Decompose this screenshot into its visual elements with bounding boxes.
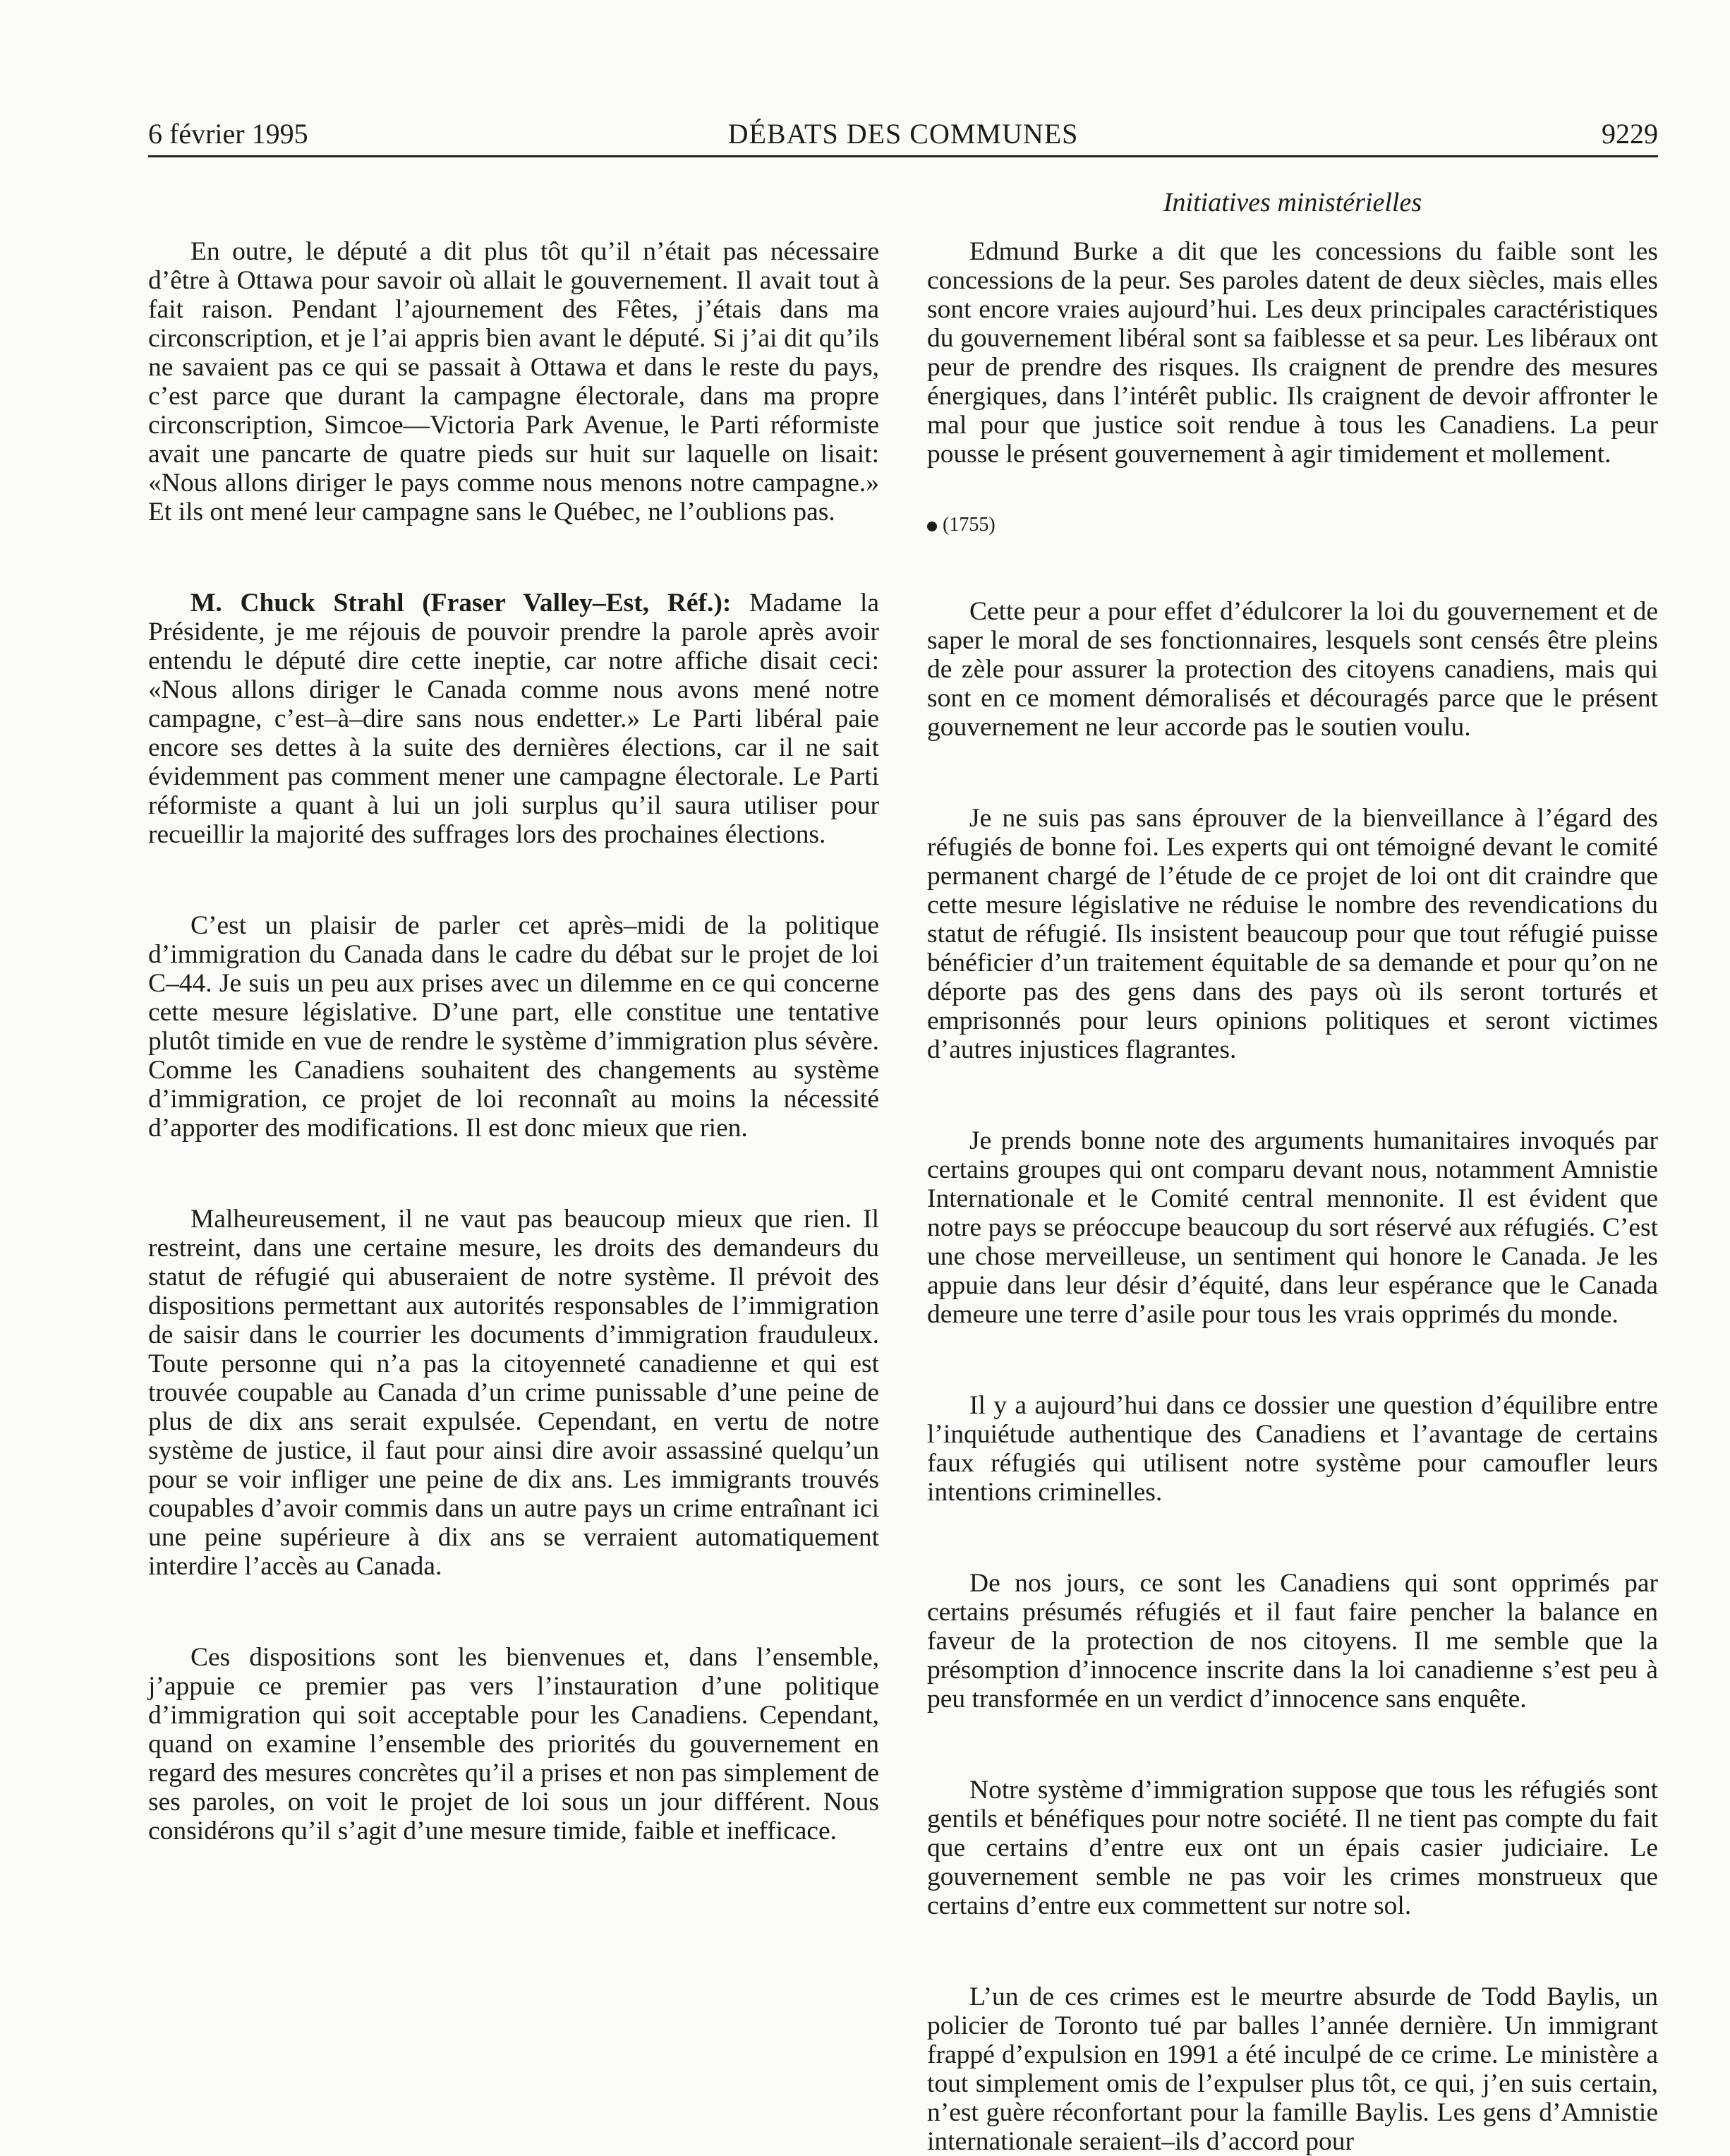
page-header	[148, 113, 1658, 158]
paragraph: Edmund Burke a dit que les concessions du faible sont les concessions de la peur. Ses paroles datent de deux siècles, mais elles sont encore vraies aujourd’hui. Les deux principales caractéristiques du gouvernement libéral sont sa faiblesse et sa peur. Les libéraux ont peur de prendre des risques. Ils craignent de prendre des mesures énergiques, dans l’intérêt public. Ils craignent de devoir affronter le mal pour que justice soit rendue à tous les Canadiens. La peur pousse le présent gouvernement à agir timidement et mollement.	[927, 237, 1658, 469]
paragraph: L’un de ces crimes est le meurtre absurde de Todd Baylis, un policier de Toronto tué par balles l’année dernière. Un immigrant frappé d’expulsion en 1991 a été inculpé de ce crime. Le ministère a tout simplement omis de l’expulser plus tôt, ce qui, j’en suis certain, n’est guère réconfortant pour la famille Baylis. Les gens d’Amnistie internationale seraient–ils d’accord pour	[927, 1982, 1658, 2156]
paragraph: Il y a aujourd’hui dans ce dossier une question d’équilibre entre l’inquiétude authentique des Canadiens et l’avantage de certains faux réfugiés qui utilisent notre système pour camoufler leurs intentions criminelles.	[927, 1391, 1658, 1507]
paragraph: De nos jours, ce sont les Canadiens qui sont opprimés par certains présumés réfugiés et il faut faire pencher la balance en faveur de la protection de nos citoyens. Il me semble que la présomption d’innocence inscrite dans la loi canadienne s’est peu à peu transformée en un verdict d’innocence sans enquête.	[927, 1569, 1658, 1714]
paragraph: Je prends bonne note des arguments humanitaires invoqués par certains groupes qui ont comparu devant nous, notamment Amnistie Internationale et le Comité central mennonite. Il est évident que notre pays se préoccupe beaucoup du sort réservé aux réfugiés. C’est une chose merveilleuse, un sentiment qui honore le Canada. Je les appuie dans leur désir d’équité, dans leur espérance que le Canada demeure une terre d’asile pour tous les vrais opprimés du monde.	[927, 1126, 1658, 1329]
time-marker-text: (1755)	[943, 514, 996, 536]
speech-paragraph	[148, 589, 879, 849]
speaker-name: M. Chuck Strahl (Fraser Valley–Est, Réf.):	[190, 589, 732, 618]
paragraph: C’est un plaisir de parler cet après–midi de la politique d’immigration du Canada dans le cadre du débat sur le projet de loi C–44. Je suis un peu aux prises avec un dilemme en ce qui concerne cette mesure législative. D’une part, elle constitue une tentative plutôt timide en vue de rendre le système d’immigration plus sévère. Comme les Canadiens souhaitent des changements au système d’immigration, ce projet de loi reconnaît au moins la nécessité d’apporter des modifications. Il est donc mieux que rien.	[148, 911, 879, 1143]
header-page-number: 9229	[1602, 118, 1658, 150]
header-rule	[148, 155, 1658, 157]
right-column	[927, 237, 1658, 2156]
speech-text: Madame la Présidente, je me réjouis de pouvoir prendre la parole après avoir entendu le député dire cette ineptie, car notre affiche disait ceci: «Nous allons diriger le Canada comme nous avons mené notre campagne, c’est–à–dire sans nous endetter.» Le Parti libéral paie encore ses dettes à la suite des dernières élections, car il ne sait évidemment pas comment mener une campagne électorale. Le Parti réformiste a quant à lui un joli surplus qu’il saura utiliser pour recueillir la majorité des suffrages lors des prochaines élections.	[148, 589, 880, 849]
paragraph: Cette peur a pour effet d’édulcorer la loi du gouvernement et de saper le moral de ses fonctionnaires, lesquels sont censés être pleins de zèle pour assurer la protection des citoyens canadiens, mais qui sont en ce moment démoralisés et découragés parce que le présent gouvernement ne leur accorde pas le soutien voulu.	[927, 597, 1658, 742]
time-marker	[927, 511, 1658, 539]
paragraph: Je ne suis pas sans éprouver de la bienveillance à l’égard des réfugiés de bonne foi. Les experts qui ont témoigné devant le comité permanent chargé de l’étude de ce projet de loi ont dit craindre que cette mesure législative ne réduise le nombre des revendications du statut de réfugié. Ils insistent beaucoup pour que tout réfugié puisse bénéficier d’un traitement équitable de sa demande et pour qu’on ne déporte pas des gens dans des pays où ils seront torturés et emprisonnés pour leurs opinions politiques et seront victimes d’autres injustices flagrantes.	[927, 804, 1658, 1064]
left-column	[148, 237, 879, 1845]
paragraph: En outre, le député a dit plus tôt qu’il n’était pas nécessaire d’être à Ottawa pour savoir où allait le gouvernement. Il avait tout à fait raison. Pendant l’ajournement des Fêtes, j’étais dans ma circonscription, et je l’ai appris bien avant le député. Si j’ai dit qu’ils ne savaient pas ce qui se passait à Ottawa et dans le reste du pays, c’est parce que durant la campagne électorale, dans ma propre circonscription, Simcoe—Victoria Park Avenue, le Parti réformiste avait une pancarte de quatre pieds sur huit sur laquelle on lisait: «Nous allons diriger le pays comme nous menons notre campagne.» Et ils ont mené leur campagne sans le Québec, ne l’oublions pas.	[148, 237, 879, 526]
paragraph: Notre système d’immigration suppose que tous les réfugiés sont gentils et bénéfiques pour notre société. Il ne tient pas compte du fait que certains d’entre eux ont un épais casier judiciaire. Le gouvernement semble ne pas voir les crimes monstrueux que certains d’entre eux commettent sur notre sol.	[927, 1776, 1658, 1920]
paragraph: Ces dispositions sont les bienvenues et, dans l’ensemble, j’appuie ce premier pas vers l’instauration d’une politique d’immigration qui soit acceptable pour les Canadiens. Cependant, quand on examine l’ensemble des priorités du gouvernement en regard des mesures concrètes qu’il a prises et non pas simplement de ses paroles, on voit le projet de loi sous un jour différent. Nous considérons qu’il s’agit d’une mesure timide, faible et inefficace.	[148, 1643, 879, 1845]
paragraph: Malheureusement, il ne vaut pas beaucoup mieux que rien. Il restreint, dans une certaine mesure, les droits des demandeurs du statut de réfugié qui abuseraient de notre système. Il prévoit des dispositions permettant aux autorités responsables de l’immigration de saisir dans le courrier les documents d’immigration frauduleux. Toute personne qui n’a pas la citoyenneté canadienne et qui est trouvée coupable au Canada d’un crime punissable d’une peine de plus de dix ans serait expulsée. Cependant, en vertu de notre système de justice, il faut pour ainsi dire avoir assassiné quelqu’un pour se voir infliger une peine de dix ans. Les immigrants trouvés coupables d’avoir commis dans un autre pays un crime entraînant ici une peine supérieure à dix ans se verraient automatiquement interdire l’accès au Canada.	[148, 1205, 879, 1581]
section-heading: Initiatives ministérielles	[1163, 188, 1422, 217]
bullet-icon	[927, 522, 937, 531]
header-date: 6 février 1995	[148, 118, 308, 150]
header-title: DÉBATS DES COMMUNES	[727, 118, 1079, 150]
